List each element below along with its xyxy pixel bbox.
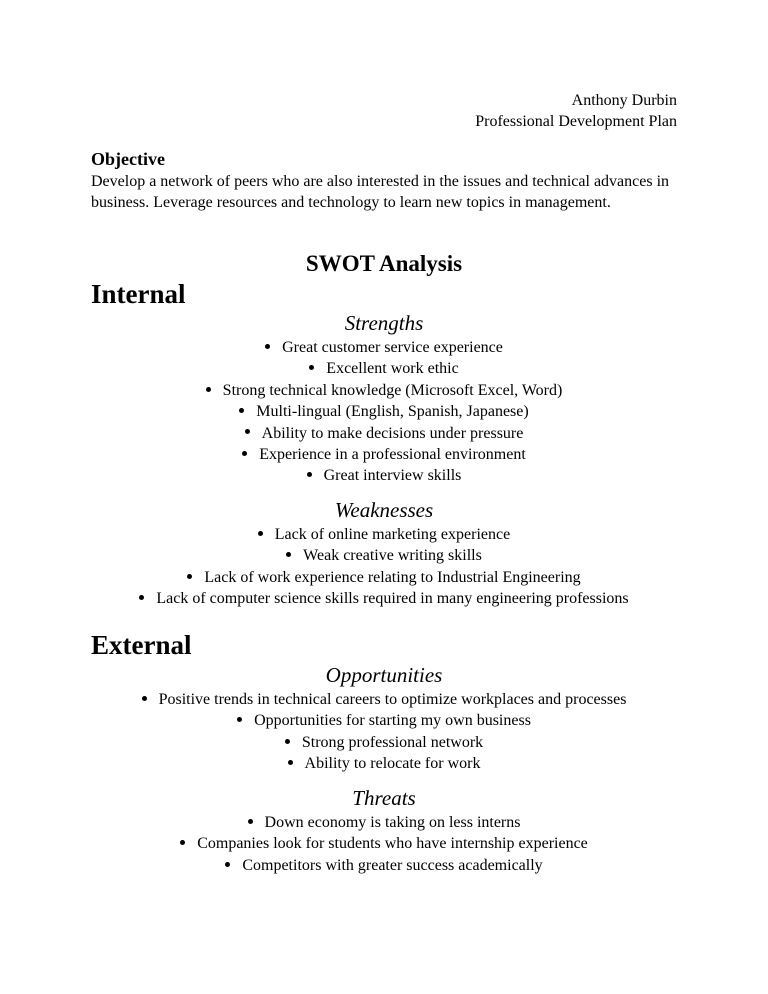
bullet-icon	[187, 574, 192, 579]
strengths-title: Strengths	[344, 311, 424, 335]
bullet-icon	[288, 760, 293, 765]
weaknesses-list	[0, 524, 768, 610]
opportunities-list	[0, 689, 768, 775]
list-item: Excellent work ethic	[0, 358, 768, 379]
bullet-icon	[285, 739, 290, 744]
bullet-icon	[307, 472, 312, 477]
list-item: Positive trends in technical careers to optimize workplaces and processes	[0, 689, 768, 710]
bullet-icon	[258, 531, 263, 536]
weaknesses-title: Weaknesses	[334, 498, 434, 522]
objective-heading: Objective	[91, 149, 165, 169]
bullet-icon	[265, 344, 270, 349]
list-item: Lack of work experience relating to Industrial Engineering	[0, 567, 768, 588]
list-item: Ability to make decisions under pressure	[0, 423, 768, 444]
list-item: Companies look for students who have internship experience	[0, 833, 768, 854]
bullet-icon	[180, 840, 185, 845]
opportunities-title: Opportunities	[325, 663, 443, 687]
external-heading: External	[91, 630, 192, 660]
bullet-icon	[286, 552, 291, 557]
list-item: Experience in a professional environment	[0, 444, 768, 465]
list-item: Competitors with greater success academically	[0, 855, 768, 876]
list-item: Strong professional network	[0, 732, 768, 753]
threats-title: Threats	[352, 786, 416, 810]
strengths-list	[0, 337, 768, 487]
list-item: Lack of online marketing experience	[0, 524, 768, 545]
list-item: Great customer service experience	[0, 337, 768, 358]
bullet-icon	[245, 429, 250, 434]
list-item: Lack of computer science skills required in many engineering professions	[0, 588, 768, 609]
strengths-section	[0, 309, 768, 487]
list-item: Strong technical knowledge (Microsoft Excel, Word)	[0, 380, 768, 401]
swot-title: SWOT Analysis	[305, 251, 463, 276]
bullet-icon	[242, 451, 247, 456]
bullet-icon	[309, 365, 314, 370]
opportunities-section	[0, 661, 768, 775]
bullet-icon	[248, 819, 253, 824]
internal-heading: Internal	[91, 279, 186, 309]
weaknesses-section	[0, 496, 768, 610]
document-title: Professional Development Plan	[475, 113, 677, 130]
list-item: Opportunities for starting my own business	[0, 710, 768, 731]
bullet-icon	[225, 862, 230, 867]
bullet-icon	[237, 717, 242, 722]
list-item: Weak creative writing skills	[0, 545, 768, 566]
threats-section	[0, 784, 768, 876]
bullet-icon	[239, 408, 244, 413]
bullet-icon	[206, 387, 211, 392]
list-item: Down economy is taking on less interns	[0, 812, 768, 833]
bullet-icon	[142, 696, 147, 701]
list-item: Great interview skills	[0, 465, 768, 486]
list-item: Multi-lingual (English, Spanish, Japanese)	[0, 401, 768, 422]
document-header	[475, 90, 677, 132]
threats-list	[0, 812, 768, 876]
author-name: Anthony Durbin	[571, 92, 677, 109]
objective-text: Develop a network of peers who are also interested in the issues and technical advances in business. Leverage resources and technology to learn new topics in management.	[91, 173, 670, 211]
bullet-icon	[139, 595, 144, 600]
list-item: Ability to relocate for work	[0, 753, 768, 774]
